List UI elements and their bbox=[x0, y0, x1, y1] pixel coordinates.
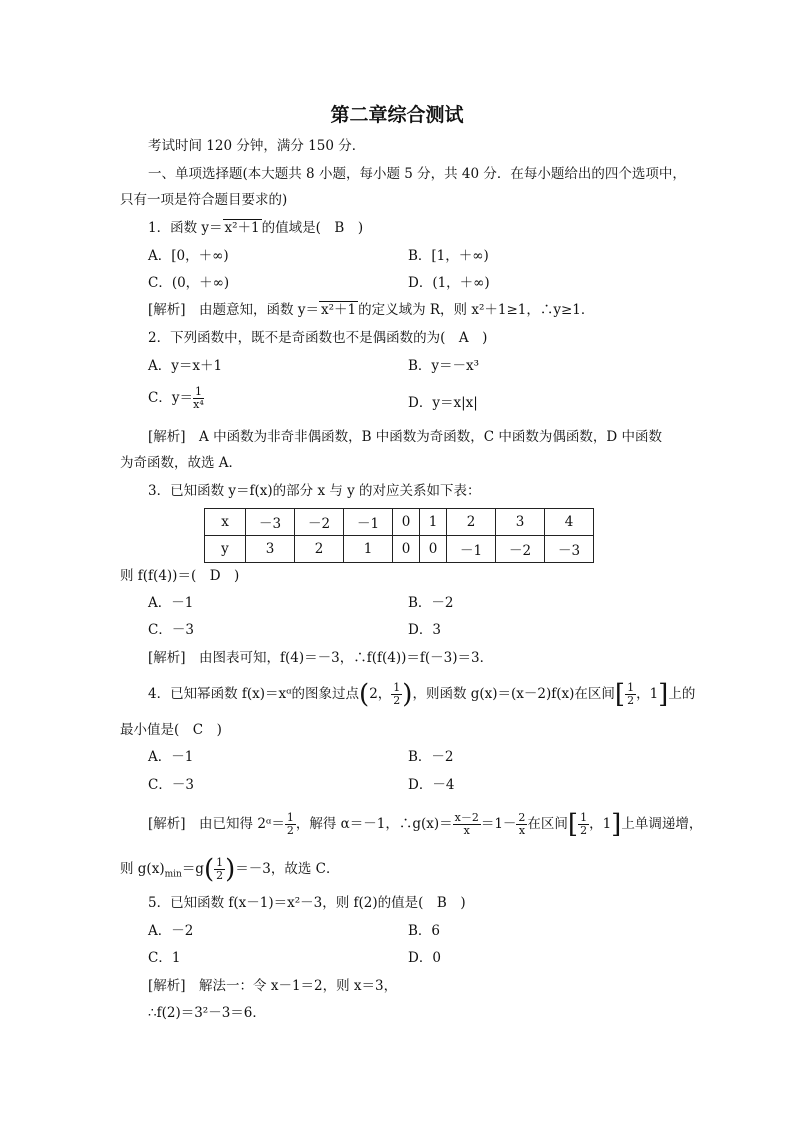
q4-stem-line2: 最小值是( C ) bbox=[120, 722, 222, 738]
q3-option-a: A．－1 bbox=[148, 595, 194, 611]
q2-option-b: B．y＝－x³ bbox=[408, 358, 480, 374]
table-row: x －3 －2 －1 0 1 2 3 4 bbox=[205, 509, 594, 536]
q1-option-a: A．[0，＋∞) bbox=[148, 248, 229, 264]
fraction: $\frac{1}{\text{x⁴}}$ bbox=[193, 385, 204, 411]
q4-stem: 4．已知幂函数 f(x)＝xᵅ的图象过点(2， $\frac{1}{2}$ )，则函数 g(x)＝(x－2)f(x)在区间[ $\frac{1}{2}$ ，1]上的 bbox=[148, 679, 696, 710]
fraction: $\frac{x-2}{x}$ bbox=[454, 811, 479, 837]
sqrt-expression: x²＋1 bbox=[224, 220, 260, 236]
q4-option-b: B．－2 bbox=[408, 749, 454, 765]
q5-option-c: C．1 bbox=[148, 950, 181, 966]
q4-option-c: C．－3 bbox=[148, 777, 194, 793]
q1-option-d: D．(1，＋∞) bbox=[408, 275, 490, 291]
q3-option-d: D．3 bbox=[408, 622, 441, 638]
q2-explanation-line1: [解析] A 中函数为非奇非偶函数，B 中函数为奇函数，C 中函数为偶函数，D 中函数 bbox=[148, 429, 663, 445]
q5-option-b: B．6 bbox=[408, 923, 441, 939]
fraction: $\frac{1}{2}$ bbox=[627, 681, 635, 707]
q1-option-b: B．[1，＋∞) bbox=[408, 248, 489, 264]
q1-explanation: [解析] 由题意知，函数 y＝ x²＋1 的定义域为 R，则 x²＋1≥1，∴y≥1． bbox=[148, 302, 595, 318]
q2-option-a: A．y＝x＋1 bbox=[148, 358, 223, 374]
q5-explanation-line2: ∴f(2)＝3²－3＝6． bbox=[148, 1005, 266, 1021]
q3-explanation: [解析] 由图表可知，f(4)＝－3，∴f(f(4))＝f(－3)＝3． bbox=[148, 650, 494, 666]
explanation-tag: [解析] bbox=[148, 650, 186, 666]
q3-stem: 3．已知函数 y＝f(x)的部分 x 与 y 的对应关系如下表： bbox=[148, 483, 481, 499]
table-row: y 3 2 1 0 0 －1 －2 －3 bbox=[205, 536, 594, 563]
q5-explanation-line1: [解析] 解法一：令 x－1＝2，则 x＝3， bbox=[148, 978, 398, 994]
sqrt-expression: x²＋1 bbox=[320, 302, 357, 318]
q5-stem: 5．已知函数 f(x－1)＝x²－3，则 f(2)的值是( B ) bbox=[148, 895, 466, 911]
fraction: $\frac{2}{x}$ bbox=[518, 811, 526, 837]
q2-option-d: D．y＝x|x| bbox=[408, 395, 478, 411]
section-heading-line1: 一、单项选择题(本大题共 8 小题，每小题 5 分，共 40 分．在每小题给出的四个选项中， bbox=[148, 166, 686, 182]
q5-option-a: A．－2 bbox=[148, 923, 194, 939]
q3-ask: 则 f(f(4))＝( D ) bbox=[120, 568, 240, 584]
explanation-tag: [解析] bbox=[148, 302, 186, 318]
explanation-tag: [解析] bbox=[148, 978, 186, 994]
fraction: $\frac{1}{2}$ bbox=[286, 811, 294, 837]
q4-option-d: D．－4 bbox=[408, 777, 455, 793]
exam-info: 考试时间 120 分钟，满分 150 分． bbox=[148, 138, 366, 154]
q3-option-c: C．－3 bbox=[148, 622, 194, 638]
q1-option-c: C．(0，＋∞) bbox=[148, 275, 230, 291]
q4-option-a: A．－1 bbox=[148, 749, 194, 765]
q3-option-b: B．－2 bbox=[408, 595, 454, 611]
xy-table bbox=[204, 508, 594, 563]
section-heading-line2: 只有一项是符合题目要求的) bbox=[120, 192, 288, 208]
q4-explanation-line2: 则 $g(x)_{min}=g$( $\frac{1}{2}$ )＝－3，故选 C． bbox=[120, 854, 340, 885]
q1-stem: 1．函数 y＝ x²＋1 的值域是( B ) bbox=[148, 220, 364, 236]
fraction: $\frac{1}{2}$ bbox=[393, 681, 401, 707]
explanation-tag: [解析] bbox=[148, 816, 186, 832]
fraction: $\frac{1}{2}$ bbox=[580, 811, 588, 837]
page-title: 第二章综合测试 bbox=[330, 104, 464, 126]
q2-explanation-line2: 为奇函数，故选 A． bbox=[120, 455, 243, 471]
q2-stem: 2．下列函数中，既不是奇函数也不是偶函数的为( A ) bbox=[148, 330, 488, 346]
explanation-tag: [解析] bbox=[148, 429, 186, 445]
fraction: $\frac{1}{2}$ bbox=[216, 856, 224, 882]
q5-option-d: D．0 bbox=[408, 950, 441, 966]
q4-explanation-line1: [解析] 由已知得 2ᵅ＝ $\frac{1}{2}$ ，解得 α＝－1，∴g(x)＝ $\frac{x-2}{x}$ ＝1－ $\frac{2}{x}$ 在区间[ $\frac{1}{2}$ ，1]上单调递增， bbox=[148, 809, 703, 840]
q2-option-c: C．y＝ $\frac{1}{\text{x⁴}}$ bbox=[148, 385, 204, 411]
